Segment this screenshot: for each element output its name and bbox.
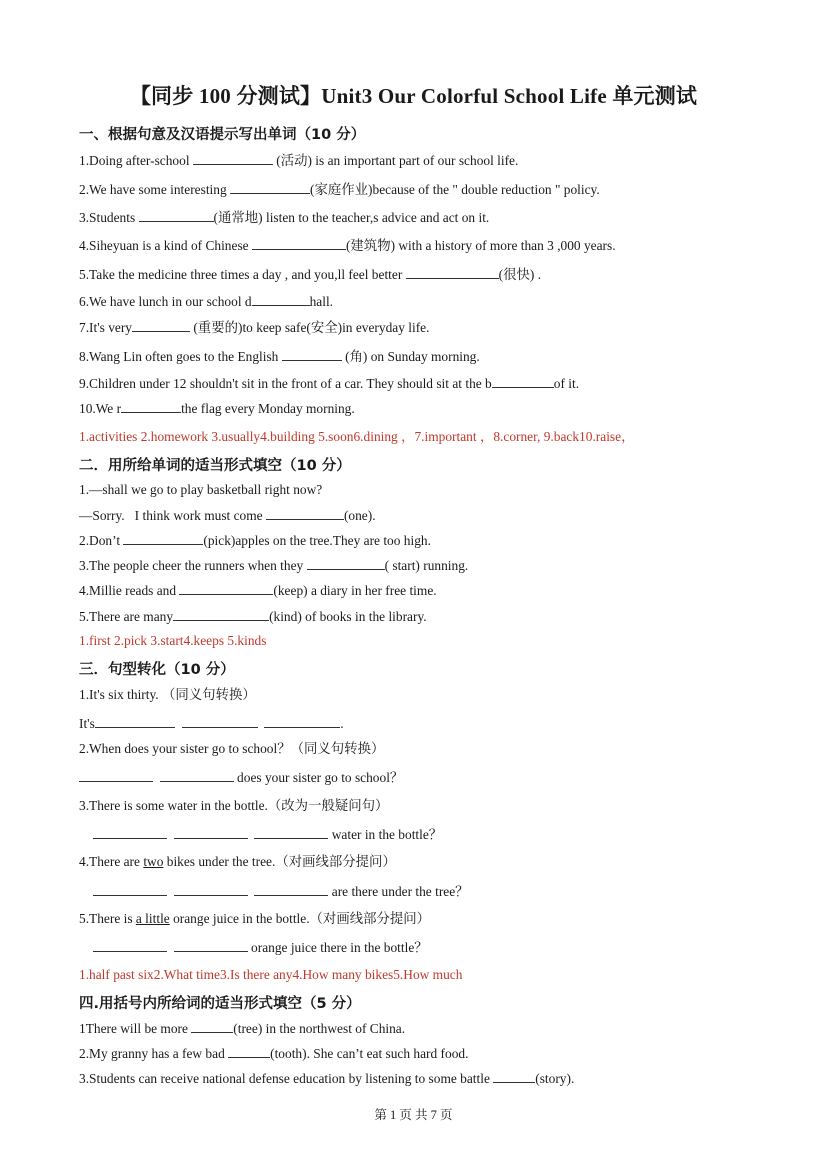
s2-q4: 4.Millie reads and (keep) a diary in her free time. (79, 583, 437, 598)
section4-heading: 四.用括号内所给词的适当形式填空（5 分） (79, 996, 361, 1012)
blank-field[interactable] (191, 1020, 233, 1033)
s1-answer-key: 1.activities 2.homework 3.usually4.building 5.soon6.dining ，7.important ，8.corner, 9.back10.raise， (79, 429, 635, 444)
s3-q2-answer-line: does your sister go to school？ (79, 769, 403, 786)
section1-heading: 一、根据句意及汉语提示写出单词（10 分） (79, 127, 366, 143)
s4-q2: 2.My granny has a few bad (tooth). She can’t eat such hard food. (79, 1046, 469, 1061)
s3-q3-answer-line: water in the bottle？ (93, 826, 442, 843)
blank-field[interactable] (493, 1070, 535, 1083)
s2-q3: 3.The people cheer the runners when they ( start) running. (79, 558, 469, 573)
blank-field[interactable] (254, 883, 328, 896)
s3-q3: 3.There is some water in the bottle.（改为一般疑问句） (79, 798, 389, 813)
blank-field[interactable] (492, 375, 554, 388)
s3-answer-key: 1.half past six2.What time3.Is there any4.How many bikes5.How much (79, 967, 463, 982)
s1-q7: 7.It's very (重要的)to keep safe(安全)in everyday life. (79, 320, 430, 335)
blank-field[interactable] (228, 1045, 270, 1058)
s1-q4: 4.Siheyuan is a kind of Chinese (建筑物) with a history of more than 3 ,000 years. (79, 238, 616, 253)
blank-field[interactable] (282, 348, 342, 361)
blank-field[interactable] (93, 939, 167, 952)
s2-answer-key: 1.first 2.pick 3.start4.keeps 5.kinds (79, 633, 267, 648)
blank-field[interactable] (93, 883, 167, 896)
blank-field[interactable] (307, 557, 385, 570)
blank-field[interactable] (264, 715, 340, 728)
blank-field[interactable] (160, 769, 234, 782)
blank-field[interactable] (123, 532, 203, 545)
s1-q9: 9.Children under 12 shouldn't sit in the front of a car. They should sit at the b of it. (79, 376, 580, 391)
s3-q5-answer-line: orange juice there in the bottle？ (93, 939, 428, 956)
s1-q10: 10.We r the flag every Monday morning. (79, 401, 355, 416)
s1-q8: 8.Wang Lin often goes to the English (角) on Sunday morning. (79, 349, 480, 364)
s1-q6: 6.We have lunch in our school d hall. (79, 294, 334, 309)
blank-field[interactable] (179, 582, 273, 595)
s2-q5: 5.There are many (kind) of books in the library. (79, 609, 427, 624)
blank-field[interactable] (193, 152, 273, 165)
page-title: 【同步 100 分测试】Unit3 Our Colorful School Life 单元测试 (129, 84, 698, 108)
blank-field[interactable] (121, 400, 181, 413)
blank-field[interactable] (79, 769, 153, 782)
s1-q5: 5.Take the medicine three times a day , and you,ll feel better (很快) . (79, 267, 542, 282)
blank-field[interactable] (174, 883, 248, 896)
blank-field[interactable] (182, 715, 258, 728)
s1-q2: 2.We have some interesting (家庭作业)because of the " double reduction " policy. (79, 182, 600, 197)
s2-q1-reply: —Sorry. I think work must come (one). (79, 508, 376, 523)
blank-field[interactable] (139, 209, 214, 222)
s1-q3: 3.Students (通常地) listen to the teacher,s advice and act on it. (79, 210, 490, 225)
s2-q2: 2.Don’t (pick)apples on the tree.They are too high. (79, 533, 431, 548)
s2-q1: 1.—shall we go to play basketball right now? (79, 482, 323, 497)
blank-field[interactable] (254, 826, 328, 839)
section2-heading: 二．用所给单词的适当形式填空（10 分） (79, 458, 351, 474)
blank-field[interactable] (174, 826, 248, 839)
blank-field[interactable] (174, 939, 248, 952)
s3-q4: 4.There are two bikes under the tree.（对画线部分提问） (79, 854, 396, 869)
blank-field[interactable] (252, 293, 310, 306)
blank-field[interactable] (266, 507, 344, 520)
s3-q2: 2.When does your sister go to school？（同义句转换） (79, 741, 385, 756)
section3-heading: 三．句型转化（10 分） (79, 662, 235, 678)
blank-field[interactable] (173, 608, 269, 621)
page-number-footer: 第 1 页 共 7 页 (374, 1108, 453, 1122)
blank-field[interactable] (93, 826, 167, 839)
blank-field[interactable] (252, 237, 346, 250)
s3-q1-answer-line: It's . (79, 716, 344, 731)
s1-q1: 1.Doing after-school (活动) is an important part of our school life. (79, 153, 519, 168)
blank-field[interactable] (95, 715, 175, 728)
s4-q3: 3.Students can receive national defense education by listening to some battle (story). (79, 1071, 575, 1086)
s3-q5: 5.There is a little orange juice in the bottle.（对画线部分提问） (79, 911, 431, 926)
s3-q1: 1.It's six thirty. （同义句转换） (79, 687, 256, 702)
blank-field[interactable] (406, 266, 499, 279)
blank-field[interactable] (230, 181, 310, 194)
s3-q4-answer-line: are there under the tree？ (93, 883, 469, 900)
s4-q1: 1There will be more (tree) in the northwest of China. (79, 1021, 406, 1036)
blank-field[interactable] (132, 319, 190, 332)
